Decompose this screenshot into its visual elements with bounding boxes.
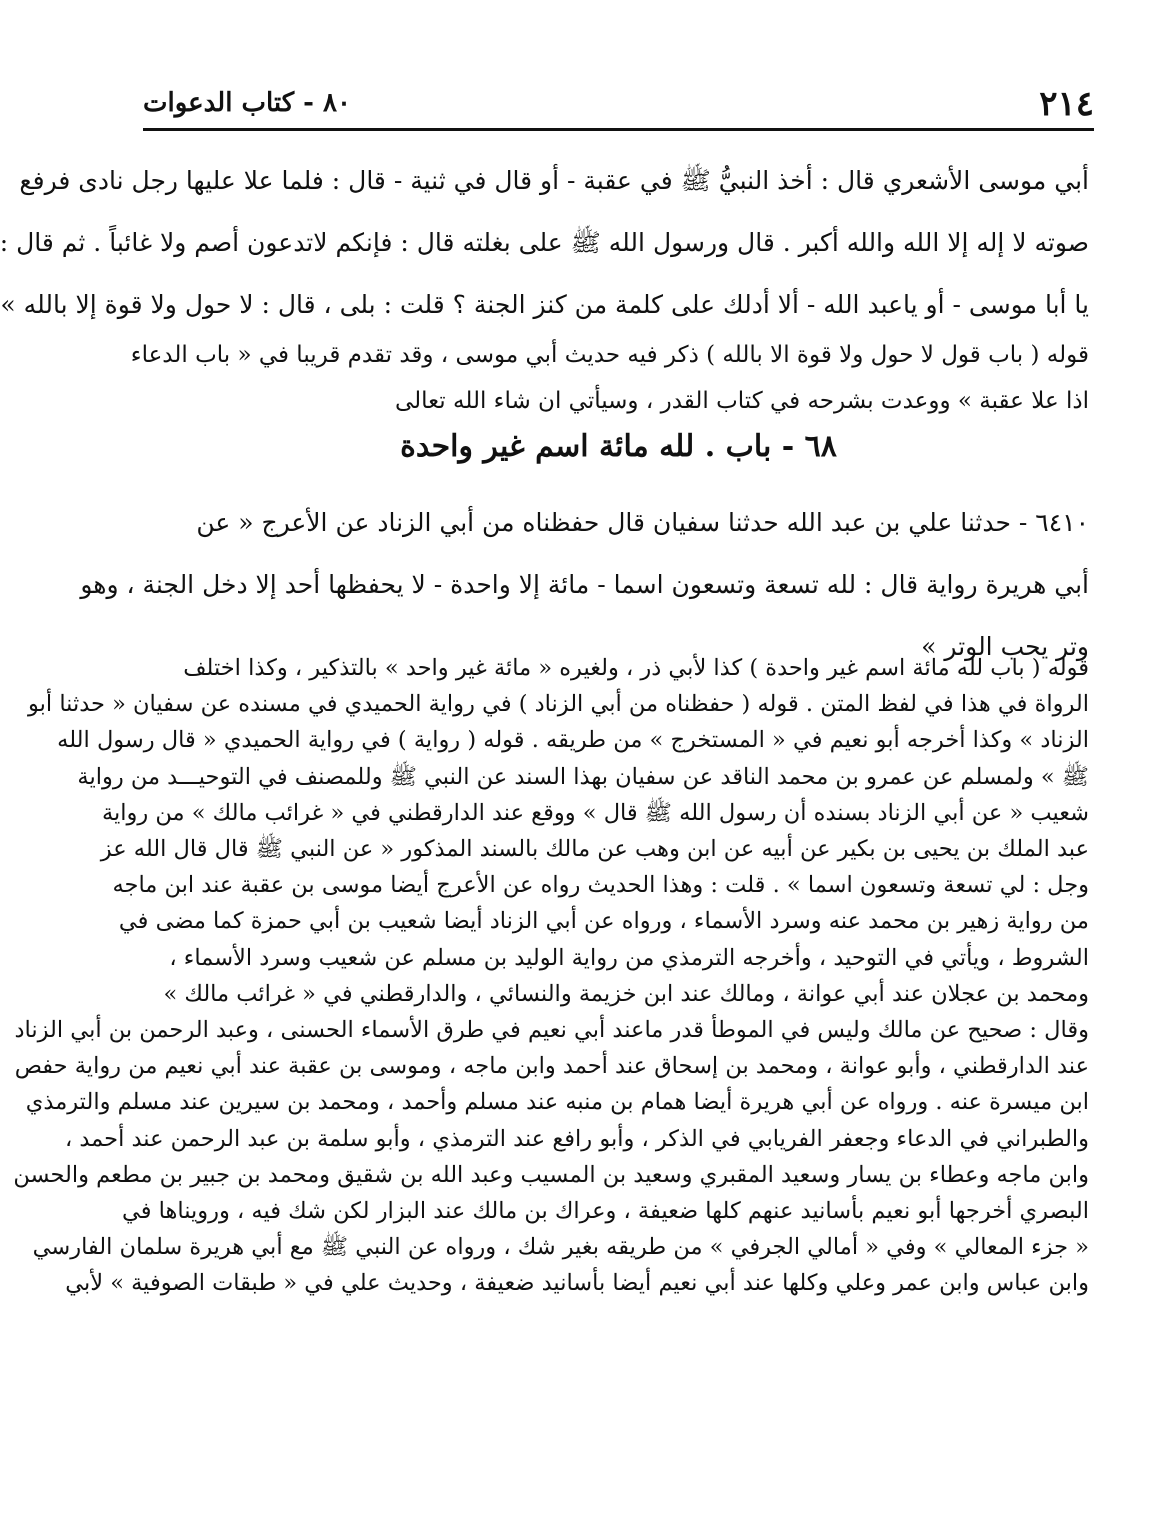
page-number: ٢١٤ xyxy=(1039,84,1094,124)
text-line: والطبراني في الدعاء وجعفر الفريابي في الذكر ، وأبو رافع عند الترمذي ، وأبو سلمة بن عبد الرحمن عند أحمد ، xyxy=(64,1125,1089,1152)
text-line: الرواة في هذا في لفظ المتن . قوله ( حفظناه من أبي الزناد ) في رواية الحميدي في مسنده عن سفيان « حدثنا أبو xyxy=(28,691,1089,718)
text-line: أبي هريرة رواية قال : لله تسعة وتسعون اسما - مائة إلا واحدة - لا يحفظها أحد إلا دخل الجنة ، وهو xyxy=(80,570,1089,599)
text-line: الشروط ، ويأتي في التوحيد ، وأخرجه الترمذي من رواية الوليد بن مسلم عن شعيب وسرد الأسماء ، xyxy=(169,944,1089,971)
header-rule xyxy=(143,128,1094,131)
text-line: عند الدارقطني ، وأبو عوانة ، ومحمد بن إسحاق عند أحمد وابن ماجه ، وموسى بن عقبة عند أبي نعيم من رواية حفص xyxy=(14,1053,1089,1080)
text-line: من رواية زهير بن محمد عنه وسرد الأسماء ، ورواه عن أبي الزناد أيضا شعيب بن أبي حمزة كما مضى في xyxy=(118,908,1089,935)
text-line: ومحمد بن عجلان عند أبي عوانة ، ومالك عند ابن خزيمة والنسائي ، والدارقطني في « غرائب مالك » xyxy=(163,980,1089,1007)
text-line: وجل : لي تسعة وتسعون اسما » . قلت : وهذا الحديث رواه عن الأعرج أيضا موسى بن عقبة عند ابن ماجه xyxy=(112,872,1089,899)
text-line: عبد الملك بن يحيى بن بكير عن أبيه عن ابن وهب عن مالك بالسند المذكور « عن النبي ﷺ قال قال الله عز xyxy=(100,836,1089,863)
page-header xyxy=(143,84,1094,126)
hadith-text-1 xyxy=(0,150,1089,336)
text-line: ﷺ » ولمسلم عن عمرو بن محمد الناقد عن سفيان بهذا السند عن النبي ﷺ وللمصنف في التوحيـــد من رواية xyxy=(77,763,1089,790)
text-line: البصري أخرجها أبو نعيم بأسانيد عنهم كلها ضعيفة ، وعراك بن مالك عند البزار لكن شك فيه ، ورويناها في xyxy=(121,1198,1089,1225)
text-line: وقال : صحيح عن مالك وليس في الموطأ قدر ماعند أبي نعيم في طرق الأسماء الحسنى ، وعبد الرحمن بن أبي الزناد xyxy=(14,1017,1089,1044)
text-line: « جزء المعالي » وفي « أمالي الجرفي » من طريقه بغير شك ، ورواه عن النبي ﷺ مع أبي هريرة سلمان الفارسي xyxy=(32,1234,1089,1261)
text-line: صوته لا إله إلا الله والله أكبر . قال ورسول الله ﷺ على بغلته قال : فإنكم لاتدعون أصم ولا غائباً . ثم قال : xyxy=(0,228,1089,257)
text-line: وابن ماجه وعطاء بن يسار وسعيد المقبري وسعيد بن المسيب وعبد الله بن شقيق ومحمد بن جبير بن مطعم والحسن xyxy=(13,1161,1089,1188)
text-line: أبي موسى الأشعري قال : أخذ النبيُّ ﷺ في عقبة - أو قال في ثنية - قال : فلما علا عليها رجل نادى فرفع xyxy=(19,166,1089,195)
text-line: ابن ميسرة عنه . ورواه عن أبي هريرة أيضا همام بن منبه عند مسلم وأحمد ، ومحمد بن سيرين عند مسلم والترمذي xyxy=(25,1089,1089,1116)
book-title: ٨٠ - كتاب الدعوات xyxy=(143,88,351,118)
text-line: وتر يحب الوتر » xyxy=(921,632,1089,661)
text-line: شعيب « عن أبي الزناد بسنده أن رسول الله ﷺ قال » ووقع عند الدارقطني في « غرائب مالك » من رواية xyxy=(101,799,1089,826)
chapter-heading: ٦٨ - باب . لله مائة اسم غير واحدة xyxy=(400,429,837,464)
text-line: قوله ( باب لله مائة اسم غير واحدة ) كذا لأبي ذر ، ولغيره « مائة غير واحد » بالتذكير ، وكذا اختلف xyxy=(183,655,1089,681)
text-line: يا أبا موسى - أو ياعبد الله - ألا أدلك على كلمة من كنز الجنة ؟ قلت : بلى ، قال : لا حول ولا قوة إلا بالله » xyxy=(0,290,1089,319)
text-line: وابن عباس وابن عمر وعلي وكلها عند أبي نعيم أيضا بأسانيد ضعيفة ، وحديث علي في « طبقات الصوفية » لأبي xyxy=(65,1270,1089,1297)
commentary-2 xyxy=(13,650,1089,1302)
text-line: الزناد » وكذا أخرجه أبو نعيم في « المستخرج » من طريقه . قوله ( رواية ) في رواية الحميدي « قال رسول الله xyxy=(57,727,1089,754)
text-line: اذا علا عقبة » ووعدت بشرحه في كتاب القدر ، وسيأتي ان شاء الله تعالى xyxy=(395,388,1089,414)
text-line: قوله ( باب قول لا حول ولا قوة الا بالله ) ذكر فيه حديث أبي موسى ، وقد تقدم قريبا في « باب الدعاء xyxy=(130,342,1089,368)
commentary-1 xyxy=(130,332,1089,424)
text-line: ٦٤١٠ - حدثنا علي بن عبد الله حدثنا سفيان قال حفظناه من أبي الزناد عن الأعرج « عن xyxy=(196,508,1089,537)
